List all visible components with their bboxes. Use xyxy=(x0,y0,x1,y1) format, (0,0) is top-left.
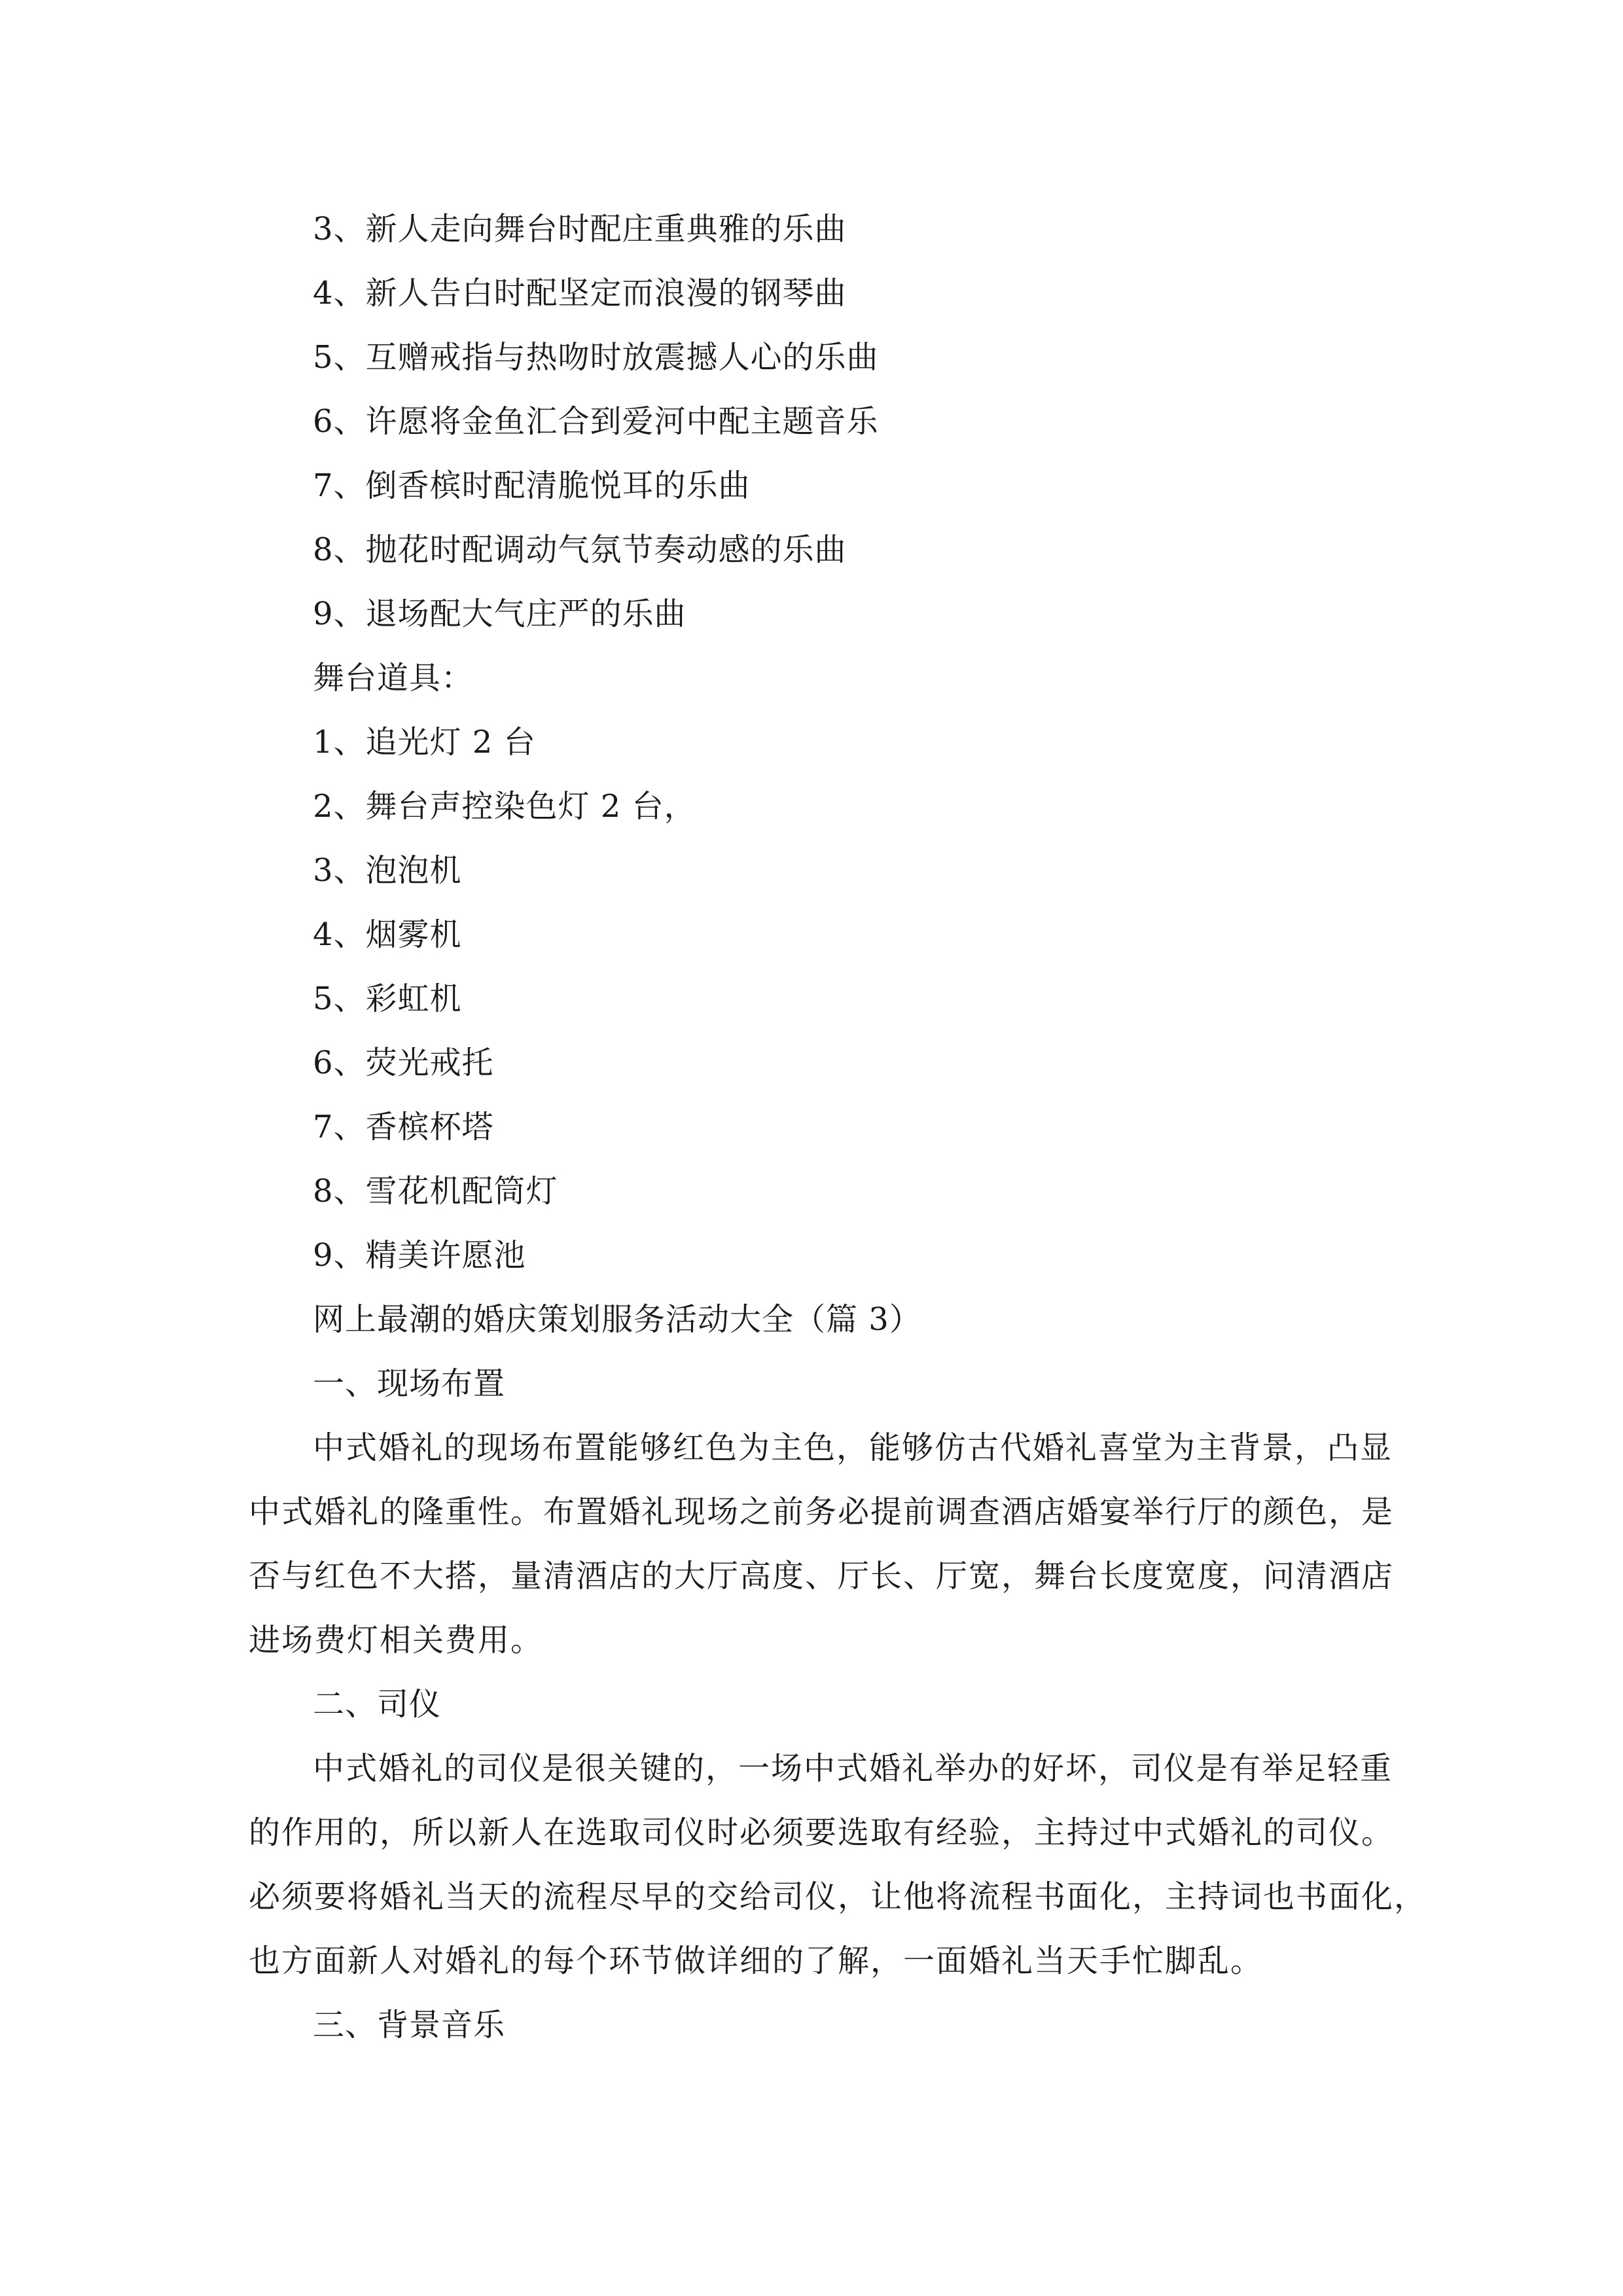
props-item: 9、精美许愿池 xyxy=(313,1237,526,1274)
paragraph-line: 也方面新人对婚礼的每个环节做详细的了解，一面婚礼当天手忙脚乱。 xyxy=(249,1943,1264,1979)
music-item: 6、许愿将金鱼汇合到爱河中配主题音乐 xyxy=(313,403,879,440)
section-heading: 一、现场布置 xyxy=(313,1365,506,1402)
props-item: 4、烟雾机 xyxy=(313,916,462,953)
music-item: 9、退场配大气庄严的乐曲 xyxy=(313,596,687,632)
music-item: 7、倒香槟时配清脆悦耳的乐曲 xyxy=(313,467,751,504)
music-item: 5、互赠戒指与热吻时放震撼人心的乐曲 xyxy=(313,339,879,376)
section-heading: 三、背景音乐 xyxy=(313,2007,506,2043)
props-heading: 舞台道具： xyxy=(313,660,474,696)
props-item: 6、荧光戒托 xyxy=(313,1045,494,1081)
props-item: 3、泡泡机 xyxy=(313,852,462,889)
props-item: 5、彩虹机 xyxy=(313,980,462,1017)
music-item: 3、新人走向舞台时配庄重典雅的乐曲 xyxy=(313,211,847,247)
paragraph-line: 进场费灯相关费用。 xyxy=(249,1622,544,1659)
paragraph-line: 中式婚礼的司仪是很关键的，一场中式婚礼举办的好坏，司仪是有举足轻重 xyxy=(313,1750,1393,1787)
props-item: 2、舞台声控染色灯 2 台， xyxy=(313,788,696,825)
props-item: 8、雪花机配筒灯 xyxy=(313,1173,558,1210)
props-item: 1、追光灯 2 台 xyxy=(313,724,536,761)
paragraph-line: 中式婚礼的隆重性。布置婚礼现场之前务必提前调查酒店婚宴举行厅的颜色，是 xyxy=(249,1494,1395,1530)
paragraph-line: 否与红色不大搭，量清酒店的大厅高度、厅长、厅宽，舞台长度宽度，问清酒店 xyxy=(249,1558,1395,1594)
music-item: 8、抛花时配调动气氛节奏动感的乐曲 xyxy=(313,531,847,568)
paragraph-line: 的作用的，所以新人在选取司仪时必须要选取有经验，主持过中式婚礼的司仪。 xyxy=(249,1814,1395,1851)
paragraph-line: 中式婚礼的现场布置能够红色为主色，能够仿古代婚礼喜堂为主背景，凸显 xyxy=(313,1429,1393,1466)
section-heading: 二、司仪 xyxy=(313,1686,442,1723)
music-item: 4、新人告白时配坚定而浪漫的钢琴曲 xyxy=(313,275,847,312)
props-item: 7、香槟杯塔 xyxy=(313,1109,494,1145)
paragraph-line: 必须要将婚礼当天的流程尽早的交给司仪，让他将流程书面化，主持词也书面化， xyxy=(249,1878,1427,1915)
article-title: 网上最潮的婚庆策划服务活动大全（篇 3） xyxy=(313,1301,921,1338)
